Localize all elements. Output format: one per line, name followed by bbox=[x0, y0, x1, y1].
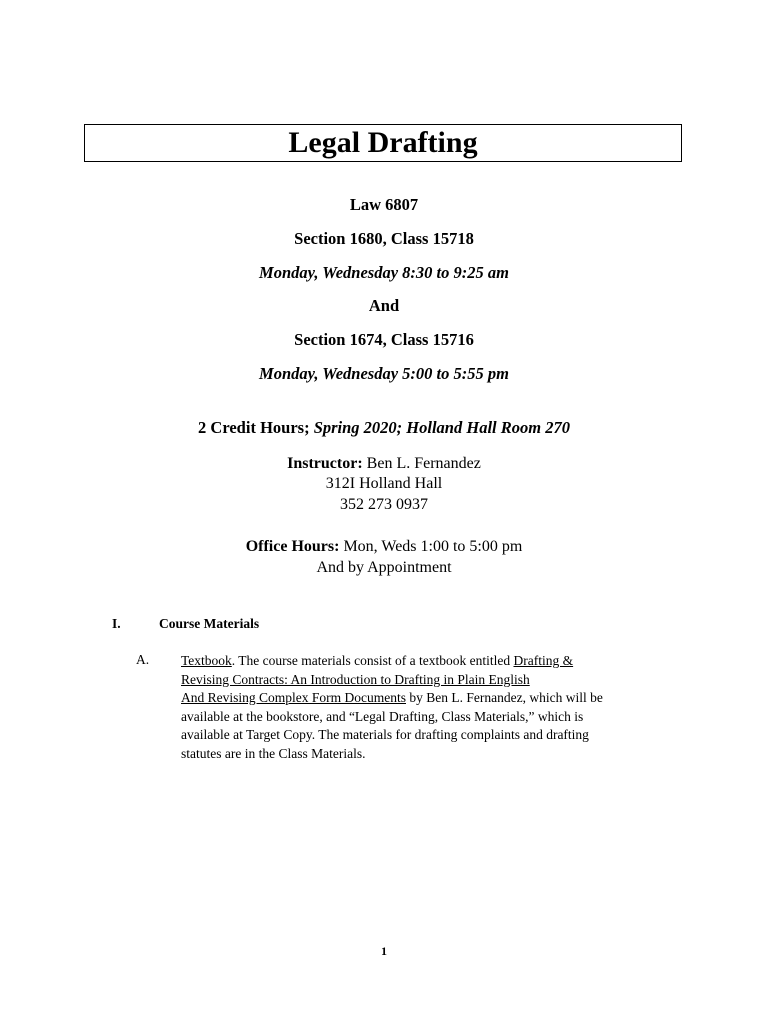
instructor-phone: 352 273 0937 bbox=[340, 496, 428, 513]
item-letter: A. bbox=[136, 652, 150, 667]
section-number: I. bbox=[112, 616, 121, 631]
para-line-3: And Revising Complex Form Documents by Ben L. Fernandez, which will be bbox=[181, 690, 603, 705]
time-2: Monday, Wednesday 5:00 to 5:55 pm bbox=[259, 364, 509, 383]
book-title-part-2: Revising Contracts: An Introduction to Drafting in Plain English bbox=[181, 671, 530, 687]
section-2: Section 1674, Class 15716 bbox=[294, 330, 474, 349]
section-1: Section 1680, Class 15718 bbox=[294, 229, 474, 248]
office-hours-value: Mon, Weds 1:00 to 5:00 pm bbox=[343, 538, 523, 555]
para-line-5: available at Target Copy. The materials for drafting complaints and drafting bbox=[181, 727, 589, 742]
book-title-part-1: Drafting & bbox=[513, 653, 574, 668]
office-hours-extra: And by Appointment bbox=[316, 559, 452, 576]
textbook-heading: Textbook bbox=[181, 653, 232, 668]
book-title-part-3: And Revising Complex Form Documents bbox=[181, 690, 406, 705]
credit-hours-line bbox=[0, 418, 768, 438]
instructor-office: 312I Holland Hall bbox=[325, 475, 443, 492]
page-number: 1 bbox=[381, 944, 387, 958]
para-line-2 bbox=[181, 671, 651, 690]
office-hours-label: Office Hours: bbox=[245, 538, 340, 555]
page-title: Legal Drafting bbox=[84, 124, 682, 162]
para-line-6: statutes are in the Class Materials. bbox=[181, 745, 366, 761]
item-a-paragraph bbox=[181, 652, 651, 763]
time-1: Monday, Wednesday 8:30 to 9:25 am bbox=[259, 263, 509, 282]
instructor-name: Ben L. Fernandez bbox=[366, 455, 481, 472]
para-line-4: available at the bookstore, and “Legal Drafting, Class Materials,” which is bbox=[181, 708, 584, 724]
office-hours-line bbox=[0, 538, 768, 556]
course-number: Law 6807 bbox=[349, 195, 419, 214]
instructor-line bbox=[0, 455, 768, 473]
section-title: Course Materials bbox=[159, 616, 260, 631]
and-text: And bbox=[368, 296, 400, 315]
credit-hours-label: 2 Credit Hours; bbox=[198, 418, 310, 437]
para-line-1: Textbook. The course materials consist of a textbook entitled Drafting & bbox=[181, 653, 574, 668]
term-location: Spring 2020; Holland Hall Room 270 bbox=[313, 418, 570, 437]
instructor-label: Instructor: bbox=[287, 455, 363, 472]
